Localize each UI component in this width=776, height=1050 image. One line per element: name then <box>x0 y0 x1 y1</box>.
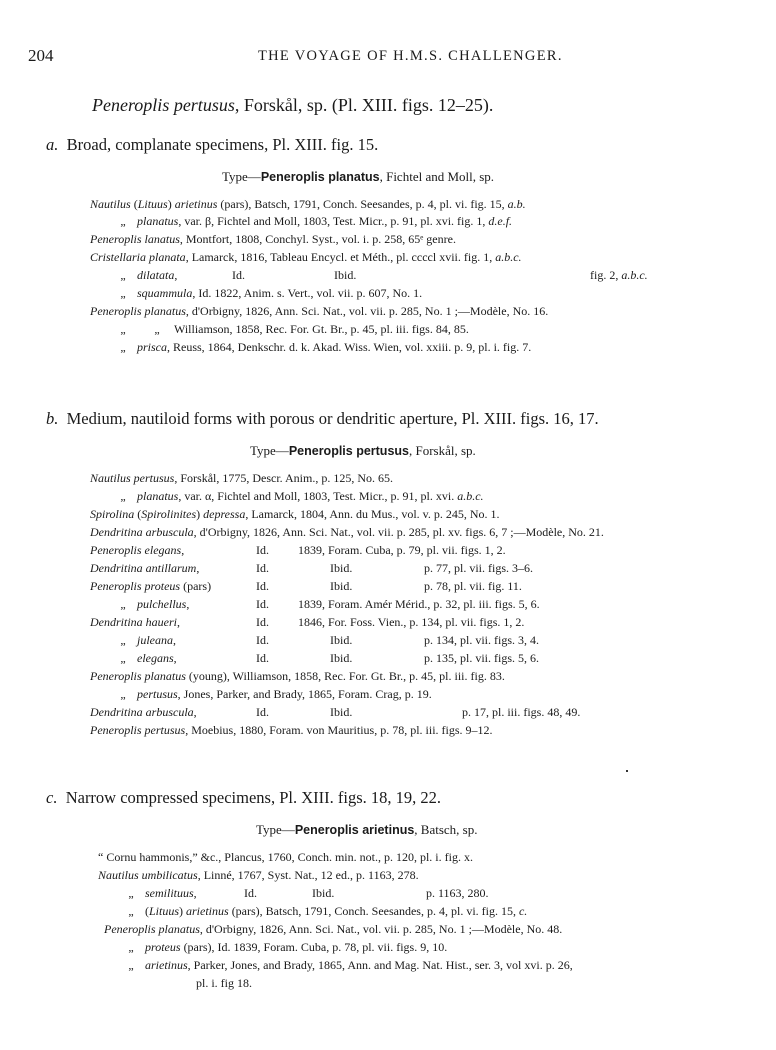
synonym-entry <box>120 904 527 919</box>
species: pertusus <box>137 687 178 701</box>
species: arietinus <box>186 904 229 918</box>
citation: p. 77, pl. vii. figs. 3–6. <box>424 561 534 575</box>
section-title: Broad, complanate specimens, Pl. XIII. fig. 15. <box>66 135 379 154</box>
species: dilatata <box>137 268 175 282</box>
species: Peneroplis proteus <box>90 579 181 593</box>
species: Dendritina antillarum <box>90 561 197 575</box>
citation: Williamson, 1858, Rec. For. Gt. Br., p. 45, pl. iii. figs. 84, 85. <box>174 322 469 336</box>
ditto-mark: „ <box>120 322 126 336</box>
subgenus: Spirolinites <box>141 507 197 521</box>
ditto-mark: „ <box>128 904 134 918</box>
ditto-mark: „ <box>120 268 126 282</box>
page-header <box>28 46 758 68</box>
species: pulchellus <box>137 597 187 611</box>
species: Peneroplis pertusus <box>90 723 186 737</box>
species: squammula <box>137 286 193 300</box>
ditto-mark: „ <box>120 651 126 665</box>
synonym-entry <box>90 525 604 540</box>
species: Dendritina haueri <box>90 615 177 629</box>
citation: , Linné, 1767, Syst. Nat., 12 ed., p. 1163, 278. <box>197 868 419 882</box>
punct: (pars) <box>180 579 212 593</box>
synonym-entry <box>112 340 531 355</box>
genus: Spirolina <box>90 507 135 521</box>
citation: (pars), Batsch, 1791, Conch. Seesandes, p. 4, pl. vi. fig. 15, <box>228 904 519 918</box>
paren: ) <box>167 197 175 211</box>
species-name: Peneroplis pertusus <box>92 95 235 115</box>
citation: (pars), Batsch, 1791, Conch. Seesandes, p. 4, pl. vi. fig. 15, <box>217 197 508 211</box>
species: Dendritina arbuscula <box>90 525 194 539</box>
type-line <box>222 169 494 185</box>
species-authority: , Forskål, sp. (Pl. XIII. figs. 12–25). <box>234 95 494 115</box>
species: Peneroplis elegans <box>90 543 182 557</box>
punct: , <box>193 886 197 900</box>
idem: Id. <box>244 886 257 900</box>
figure-letters: a.b.c. <box>495 250 522 264</box>
species-heading <box>92 95 493 116</box>
synonym-entry <box>112 322 469 337</box>
type-author: , Forskål, sp. <box>409 443 476 458</box>
paren: ) <box>196 507 204 521</box>
idem: Id. <box>256 579 269 593</box>
synonym-entry <box>98 850 473 865</box>
idem: Id. <box>256 633 269 647</box>
subgenus: Lituus <box>137 197 168 211</box>
citation: p. 134, pl. vii. figs. 3, 4. <box>424 633 540 647</box>
punct: , <box>181 543 185 557</box>
synonym-entry-continuation <box>196 976 252 991</box>
ibidem: Ibid. <box>330 561 353 575</box>
citation: , Moebius, 1880, Foram. von Mauritius, p. 78, pl. iii. figs. 9–12. <box>185 723 493 737</box>
citation: , d'Orbigny, 1826, Ann. Sci. Nat., vol. vii. p. 285, No. 1 ;—Modèle, No. 48. <box>199 922 563 936</box>
synonym-entry <box>112 651 712 666</box>
ditto-mark: „ <box>154 322 160 336</box>
figure-letters: d.e.f. <box>488 214 513 228</box>
paren: ( <box>145 904 149 918</box>
synonym-entry <box>90 561 690 576</box>
figure-letters: a.b.c. <box>457 489 484 503</box>
paren: ( <box>134 507 142 521</box>
idem: Id. <box>232 268 245 282</box>
running-title: THE VOYAGE OF H.M.S. CHALLENGER. <box>258 48 563 64</box>
type-prefix: Type— <box>250 443 289 458</box>
citation: 1846, For. Foss. Vien., p. 134, pl. vii. figs. 1, 2. <box>298 615 525 629</box>
citation: , Montfort, 1808, Conchyl. Syst., vol. i. p. 258, 65ᵉ genre. <box>179 232 456 246</box>
synonym-entry <box>112 597 712 612</box>
synonym-entry <box>120 940 447 955</box>
synonym-entry <box>112 633 712 648</box>
ditto-mark: „ <box>120 286 126 300</box>
page-number: 204 <box>28 46 54 65</box>
idem: Id. <box>256 597 269 611</box>
type-name: Peneroplis pertusus <box>288 444 409 458</box>
synonym-entry <box>90 543 690 558</box>
type-author: , Fichtel and Moll, sp. <box>379 169 495 184</box>
synonym-entry <box>120 886 540 901</box>
species: juleana <box>137 633 173 647</box>
citation: “ Cornu hammonis,” &c., Plancus, 1760, Conch. min. not., p. 120, pl. i. fig. x. <box>98 850 473 864</box>
punct: , <box>186 597 190 611</box>
synonym-entry <box>112 286 422 301</box>
citation: (pars), Id. 1839, Foram. Cuba, p. 78, pl. vii. figs. 9, 10. <box>180 940 448 954</box>
citation: 1839, Foram. Amér Mérid., p. 32, pl. iii. figs. 5, 6. <box>298 597 540 611</box>
subgenus: Lituus <box>149 904 180 918</box>
species: Dendritina arbuscula <box>90 705 194 719</box>
ditto-mark: „ <box>120 489 126 503</box>
section-title: Narrow compressed specimens, Pl. XIII. figs. 18, 19, 22. <box>65 788 442 807</box>
synonym-entry <box>90 304 548 319</box>
idem: Id. <box>256 561 269 575</box>
figure-letters: a.b. <box>507 197 526 211</box>
section-letter: a. <box>46 135 59 154</box>
section-letter: c. <box>46 788 58 807</box>
ditto-mark: „ <box>120 597 126 611</box>
ibidem: Ibid. <box>312 886 335 900</box>
punct: , <box>196 561 200 575</box>
punct: , <box>173 651 177 665</box>
synonym-entry <box>90 579 690 594</box>
type-name: Peneroplis planatus <box>260 170 380 184</box>
citation: , Id. 1822, Anim. s. Vert., vol. vii. p. 607, No. 1. <box>192 286 423 300</box>
synonym-entry <box>90 232 456 247</box>
ibidem: Ibid. <box>330 705 353 719</box>
synonym-entry <box>104 922 562 937</box>
species: Peneroplis planatus <box>90 669 186 683</box>
section-heading <box>46 409 599 429</box>
species: elegans <box>137 651 174 665</box>
genus: Nautilus <box>90 197 131 211</box>
ditto-mark: „ <box>120 633 126 647</box>
synonym-entry <box>90 669 505 684</box>
idem: Id. <box>256 543 269 557</box>
synonym-entry <box>90 705 710 720</box>
ibidem: Ibid. <box>330 651 353 665</box>
species: Nautilus pertusus <box>90 471 175 485</box>
synonym-entry <box>90 507 500 522</box>
citation: p. 17, pl. iii. figs. 48, 49. <box>462 705 581 719</box>
species: planatus <box>137 489 179 503</box>
species: depressa <box>203 507 246 521</box>
species: Nautilus umbilicatus <box>98 868 198 882</box>
citation: pl. i. fig 18. <box>196 976 252 990</box>
figure-letters: c. <box>518 904 528 918</box>
citation: , Lamarck, 1816, Tableau Encycl. et Méth., pl. ccccl xvii. fig. 1, <box>185 250 496 264</box>
species: proteus <box>145 940 181 954</box>
species: semilituus <box>145 886 194 900</box>
species: planatus <box>137 214 179 228</box>
type-prefix: Type— <box>222 169 261 184</box>
punct: , <box>193 705 197 719</box>
ditto-mark: „ <box>120 687 126 701</box>
citation: p. 1163, 280. <box>426 886 489 900</box>
punct: , <box>173 633 176 647</box>
species: Peneroplis lanatus <box>90 232 180 246</box>
synonym-entry <box>112 214 512 229</box>
section-letter: b. <box>46 409 59 428</box>
ditto-mark: „ <box>128 958 134 972</box>
figure-letters: a.b.c. <box>621 268 648 282</box>
citation: , Jones, Parker, and Brady, 1865, Foram. Crag, p. 19. <box>177 687 432 701</box>
ditto-mark: „ <box>120 340 126 354</box>
punct: , <box>177 615 180 629</box>
citation: , d'Orbigny, 1826, Ann. Sci. Nat., vol. vii. p. 285, No. 1 ;—Modèle, No. 16. <box>185 304 549 318</box>
citation: , Reuss, 1864, Denkschr. d. k. Akad. Wiss. Wien, vol. xxiii. p. 9, pl. i. fig. 7. <box>167 340 532 354</box>
paren: ( <box>130 197 138 211</box>
type-line <box>256 822 478 838</box>
paren: ) <box>179 904 187 918</box>
synonym-entry <box>90 615 690 630</box>
synonym-entry <box>90 723 493 738</box>
type-line <box>250 443 476 459</box>
idem: Id. <box>256 615 269 629</box>
stray-mark <box>626 770 628 772</box>
citation: p. 78, pl. vii. fig. 11. <box>424 579 522 593</box>
synonym-entry <box>112 687 432 702</box>
figure-ref: fig. 2, <box>590 268 622 282</box>
synonym-entry: „ dilatata, Id. Ibid. fig. 2, a.b.c. <box>112 268 672 283</box>
section-title: Medium, nautiloid forms with porous or dendritic aperture, Pl. XIII. figs. 16, 17. <box>66 409 599 428</box>
citation: , Lamarck, 1804, Ann. du Mus., vol. v. p. 245, No. 1. <box>245 507 500 521</box>
idem: Id. <box>256 651 269 665</box>
citation: , Parker, Jones, and Brady, 1865, Ann. and Mag. Nat. Hist., ser. 3, vol xvi. p. 26, <box>187 958 573 972</box>
species: Cristellaria planata <box>90 250 186 264</box>
ditto-mark: „ <box>128 940 134 954</box>
idem: Id. <box>256 705 269 719</box>
synonym-entry <box>90 250 522 265</box>
citation: , var. β, Fichtel and Moll, 1803, Test. Micr., p. 91, pl. xvi. fig. 1, <box>178 214 489 228</box>
citation: , Forskål, 1775, Descr. Anim., p. 125, No. 65. <box>174 471 394 485</box>
type-author: , Batsch, sp. <box>414 822 478 837</box>
species: arietinus <box>145 958 188 972</box>
synonym-entry <box>90 471 393 486</box>
synonym-entry <box>120 958 573 973</box>
ibidem: Ibid. <box>330 579 353 593</box>
type-name: Peneroplis arietinus <box>294 823 415 837</box>
citation: , var. α, Fichtel and Moll, 1803, Test. Micr., p. 91, pl. xvi. <box>178 489 458 503</box>
type-prefix: Type— <box>256 822 295 837</box>
species: arietinus <box>174 197 218 211</box>
synonym-entry <box>90 197 526 212</box>
synonym-entry <box>98 868 419 883</box>
section-heading <box>46 135 378 155</box>
citation: 1839, Foram. Cuba, p. 79, pl. vii. figs. 1, 2. <box>298 543 506 557</box>
species: Peneroplis planatus <box>104 922 200 936</box>
citation: p. 135, pl. vii. figs. 5, 6. <box>424 651 540 665</box>
species: prisca <box>137 340 167 354</box>
ibidem: Ibid. <box>330 633 353 647</box>
citation: (young), Williamson, 1858, Rec. For. Gt. Br., p. 45, pl. iii. fig. 83. <box>185 669 505 683</box>
ditto-mark: „ <box>120 214 126 228</box>
ditto-mark: „ <box>128 886 134 900</box>
section-heading <box>46 788 441 808</box>
ibidem: Ibid. <box>334 268 357 282</box>
synonym-entry <box>112 489 484 504</box>
species: Peneroplis planatus <box>90 304 186 318</box>
citation: , d'Orbigny, 1826, Ann. Sci. Nat., vol. vii. p. 285, pl. xv. figs. 6, 7 ;—Modèle, No. 21. <box>193 525 604 539</box>
